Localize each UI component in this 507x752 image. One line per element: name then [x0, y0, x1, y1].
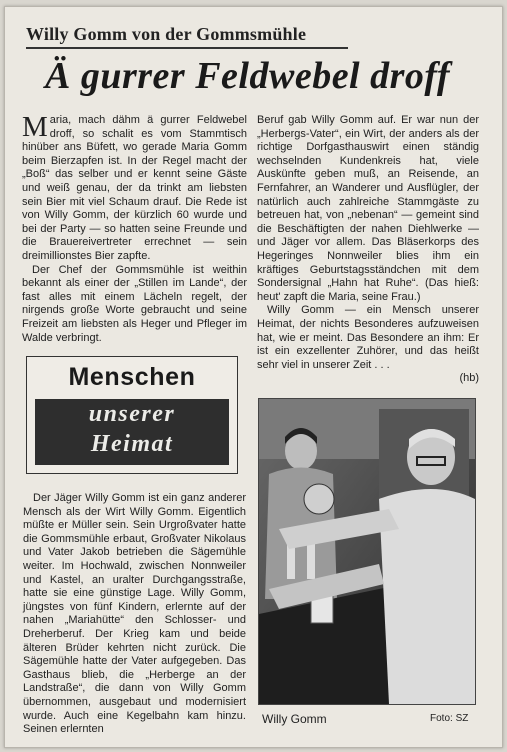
kicker-underline [26, 47, 348, 49]
author-signature: (hb) [459, 372, 479, 385]
article-column-1 [22, 111, 247, 345]
photo-credit: Foto: SZ [430, 713, 469, 724]
series-subtitle-line-1: unserer [88, 401, 176, 427]
paragraph: Der Chef der Gommsmühle ist weithin bekannt als einer der „Stillen im Lande“, der fast alles mit einem Lächeln regelt, der nirgends große Worte gebraucht und seine Freizeit am liebsten als Heger und Pfleger im Walde verbringt. [22, 263, 247, 344]
paragraph: Beruf gab Willy Gomm auf. Er war nun der „Herbergs-Vater“, ein Wirt, der anders als der richtige Dorfgasthauswirt einen ständig wechselnden Kundenkreis hat, viele Auskünfte geben muß, an Reisende, an Fernfahrer, an Wanderer und Ausflügler, der natürlich auch zahlreiche Stammgäste zu betreuen hat, von „nebenan“ — gemeint sind die Beschäftigten der nahen Diehlwerke — und Jäger vor allem. Das Bläserkorps des Hegeringes Nonnweiler blies ihm ein kräftiges Geburtstagsständchen mit dem Sondersignal „Hahn hat Ruhe“. (Das hieß: heut' zapft die Maria, seine Frau.) [257, 114, 479, 303]
photo-caption: Willy Gomm [262, 712, 327, 726]
article-headline: Ä gurrer Feldwebel droff [45, 55, 451, 97]
article-kicker: Willy Gomm von der Gommsmühle [26, 24, 307, 44]
series-box [26, 356, 238, 474]
paragraph: Der Jäger Willy Gomm ist ein ganz anderer Mensch als der Wirt Willy Gomm. Eigentlich müßte er Müller sein. Sein Urgroßvater hatte die Gommsmühle erbaut, Großvater Nikolaus und Vater Jakob betrieben die Sägemühle weiter. Im Hochwald, zwischen Nonnweiler und Kastel, an uralter Durchgangsstraße, hatte sie eine günstige Lage. Willy Gomm, jüngstes von fünf Kindern, erlernte auf der nahen „Mariahütte“ den Schlosser- und Dreherberuf. Der Krieg kam und beide älteren Brüder kehrten nicht zurück. Die Sägemühle hatte der Vater aufgegeben. Das Gasthaus blieb, die „Herberge an der Landstraße“, die dann von Willy Gomm übernommen, ausgebaut und modernisiert wurde. Auch eine Kegelbahn kam hinzu. Seinen erlernten [23, 492, 246, 736]
article-column-3 [23, 492, 246, 737]
paragraph-text: aria, mach dähm ä gurrer Feldwebel droff, so schalit es vom Stammtisch hinüber ans Büfett, wo gerade Maria Gomm beim Bierzapfen ist. In der Regel macht der „Boß“ das selber und er kennt seine Gäste und weiß genau, der da trinkt am liebsten sein Bier mit viel Schaum drauf. Die Rede ist von Willy Gomm, der kürzlich 60 wurde und bei der Party — so hatten seine Freunde und die Brauereivertreter errechnet — sein dreimillionstes Bier zapfte. [22, 114, 247, 262]
article-column-2 [257, 114, 479, 386]
series-subtitle-panel [35, 399, 229, 465]
photo-image [259, 399, 475, 704]
photo-willy-gomm-tapping-beer [258, 398, 476, 705]
paragraph [22, 111, 247, 264]
paragraph: Willy Gomm — ein Mensch unserer Heimat, der nichts Besonderes aufzuweisen hat, wie er meint. Das Besondere an ihm: Er ist ein exzellenter Zuhörer, und das heißt sehr viel in unserer Zeit . . . [257, 304, 479, 371]
drop-cap: M [22, 111, 48, 143]
series-title: Menschen [68, 363, 196, 391]
series-subtitle-line-2: Heimat [90, 431, 174, 457]
